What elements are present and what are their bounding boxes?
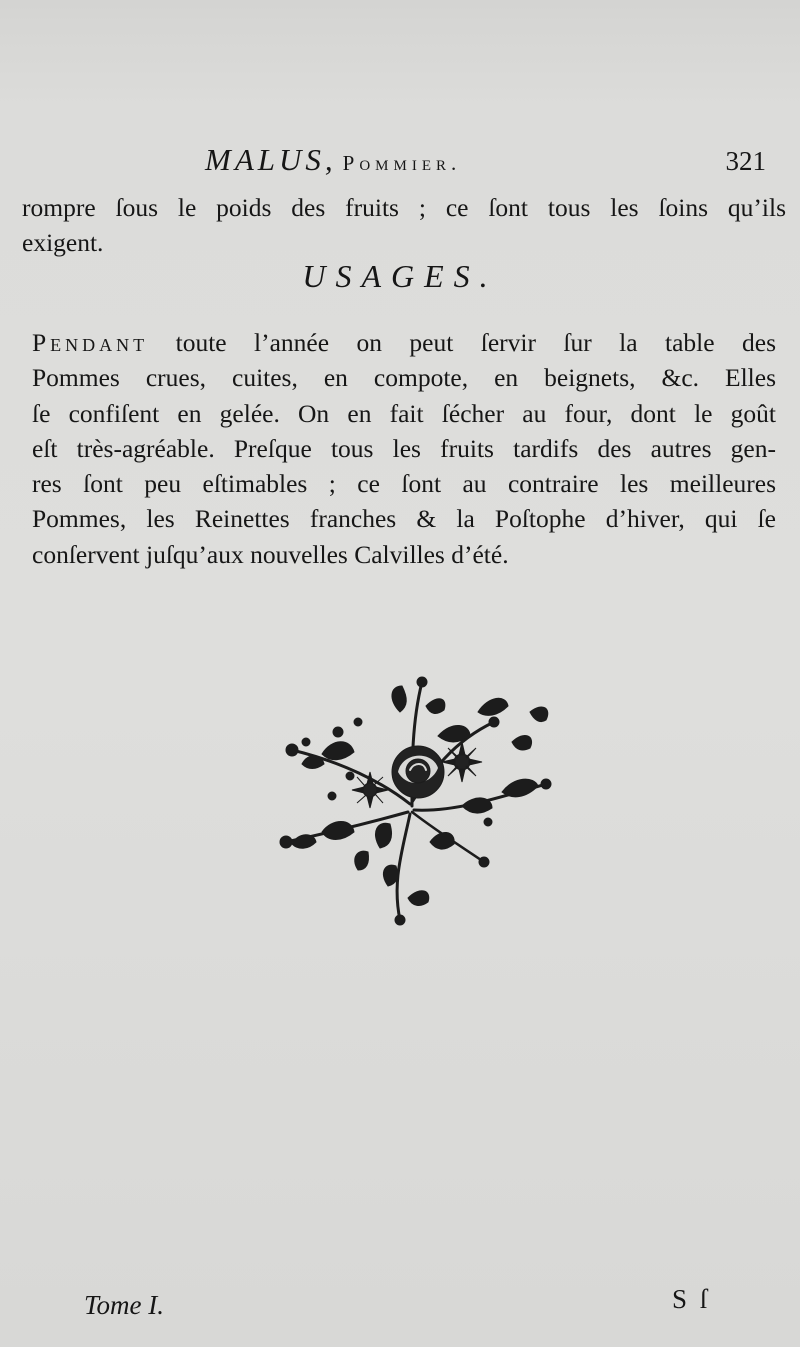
text-line: Pommes crues, cuites, en compote, en beignets, &c. Elles bbox=[32, 363, 776, 393]
page-number: 321 bbox=[725, 146, 766, 176]
floral-bouquet-icon bbox=[262, 672, 558, 928]
gathering-mark: S ſ bbox=[672, 1284, 711, 1314]
section-heading: USAGES. bbox=[302, 258, 498, 294]
running-title bbox=[205, 142, 461, 178]
genus-name: MALUS, bbox=[205, 142, 337, 177]
text-line: conſervent juſqu’aux nouvelles Calvilles d’été. bbox=[32, 539, 509, 569]
text-line: res ſont peu eſtimables ; ce ſont au contraire les meilleures bbox=[32, 469, 776, 499]
volume-signature: Tome I. bbox=[84, 1290, 165, 1320]
text-line: exigent. bbox=[22, 228, 104, 257]
text-line: rompre ſous le poids des fruits ; ce ſont tous les ſoins qu’ils bbox=[22, 193, 786, 222]
carryover-text bbox=[22, 190, 786, 260]
first-line-rest: toute l’année on peut ſervir ſur la table des bbox=[148, 328, 776, 357]
text-line: ſe confiſent en gelée. On en fait ſécher au four, dont le goût bbox=[32, 398, 776, 428]
common-name: Pommier. bbox=[342, 151, 462, 175]
text-line: Pommes, les Reinettes franches & la Poſtophe d’hiver, qui ſe bbox=[32, 504, 776, 534]
text-line bbox=[32, 325, 776, 360]
usages-paragraph bbox=[32, 325, 776, 572]
running-header bbox=[0, 142, 800, 186]
text-line: eſt très-agréable. Preſque tous les fruits tardifs des autres gen- bbox=[32, 433, 776, 463]
lead-word: Pendant bbox=[32, 328, 149, 357]
